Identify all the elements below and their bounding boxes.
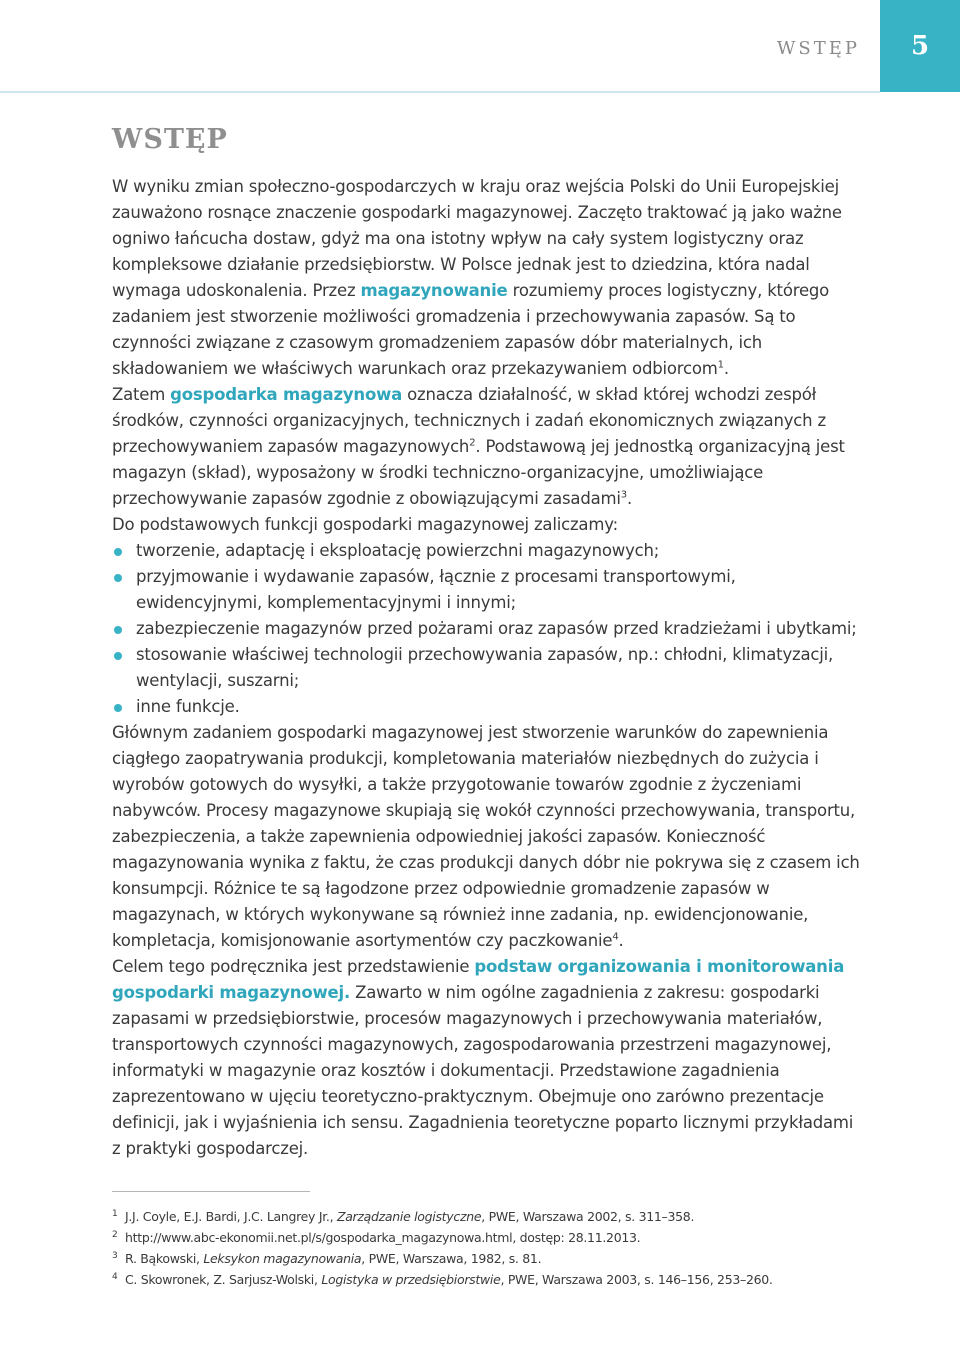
footnotes bbox=[112, 1206, 872, 1290]
section-title: WSTĘP bbox=[112, 124, 228, 155]
list-item: zabezpieczenie magazynów przed pożarami oraz zapasów przed kradzieżami i ubytkami; bbox=[112, 616, 862, 642]
footnote-ref-4: 4 bbox=[612, 931, 619, 943]
list-item: tworzenie, adaptację i eksploatację powierzchni magazynowych; bbox=[112, 538, 862, 564]
list-item: stosowanie właściwej technologii przechowywania zapasów, np.: chłodni, klimatyzacji, wentylacji, suszarni; bbox=[112, 642, 862, 694]
footnote: 4 C. Skowronek, Z. Sarjusz-Wolski, Logistyka w przedsiębiorstwie, PWE, Warszawa 2003, s. 146–156, 253–260. bbox=[112, 1271, 773, 1287]
paragraph-definition: Zatem gospodarka magazynowa oznacza działalność, w skład której wchodzi zespół środków, czynności organizacyjnych, technicznych i zadań ekonomicznych związanych z przechowywaniem zapasów magazynowych$^2$. Podstawową jej jednostką organizacyjną jest magazyn (skład), wyposażony w środki techniczno-organizacyjne, umożliwiające przechowywanie zapasów zgodnie z obowiązującymi zasadami$^3$. bbox=[112, 385, 845, 508]
footnote-divider bbox=[112, 1191, 310, 1192]
paragraph-book-goal: Celem tego podręcznika jest przedstawienie podstaw organizowania i monitorowania gospodarki magazynowej. Zawarto w nim ogólne zagadnienia z zakresu: gospodarki zapasami w przedsiębiorstwie, procesów magazynowych i przechowywania materiałów, transportowych czynności magazynowych, zagospodarowania przestrzeni magazynowej, informatyki w magazynie oraz kosztów i dokumentacji. Przedstawione zagadnienia zaprezentowano w ujęciu teoretyczno-praktycznym. Obejmuje ono zarówno prezentacje definicji, jak i wyjaśnienia ich sensu. Zagadnienia teoretyczne poparto licznymi przykładami z praktyki gospodarczej. bbox=[112, 957, 854, 1158]
body-text bbox=[112, 174, 862, 1162]
page-header bbox=[0, 0, 960, 92]
list-item: przyjmowanie i wydawanie zapasów, łącznie z procesami transportowymi, ewidencyjnymi, komplementacyjnymi i innymi; bbox=[112, 564, 862, 616]
running-head: WSTĘP bbox=[776, 38, 860, 59]
footnote-ref-1: 1 bbox=[717, 359, 724, 371]
footnote-ref-2: 2 bbox=[469, 437, 476, 449]
footnote-url: http://www.abc-ekonomii.net.pl/s/gospodarka_magazynowa.html, dostęp: 28.11.2013. bbox=[125, 1230, 641, 1245]
footnote: 3 R. Bąkowski, Leksykon magazynowania, PWE, Warszawa, 1982, s. 81. bbox=[112, 1250, 542, 1266]
header-divider bbox=[0, 91, 880, 93]
paragraph-intro: W wyniku zmian społeczno-gospodarczych w kraju oraz wejścia Polski do Unii Europejskiej zauważono rosnące znaczenie gospodarki magazynowej. Zaczęto traktować ją jako ważne ogniwo łańcucha dostaw, gdyż ma ona istotny wpływ na cały system logistyczny oraz kompleksowe działanie przedsiębiorstw. W Polsce jednak jest to dziedzina, która nadal wymaga udoskonalenia. Przez magazynowanie rozumiemy proces logistyczny, którego zadaniem jest stworzenie możliwości gromadzenia i przechowywania zapasów. Są to czynności związane z czasowym gromadzeniem zapasów dóbr materialnych, ich składowaniem we właściwych warunkach oraz przekazywaniem odbiorcom$^1$. bbox=[112, 177, 842, 378]
term-book-subject: podstaw organizowania i monitorowania gospodarki magazynowej. bbox=[112, 957, 845, 1002]
page-number-tab bbox=[880, 0, 960, 92]
footnote: 2 http://www.abc-ekonomii.net.pl/s/gospodarka_magazynowa.html, dostęp: 28.11.2013. bbox=[112, 1229, 641, 1245]
term-gospodarka-magazynowa: gospodarka magazynowa bbox=[170, 385, 403, 404]
footnote: 1 J.J. Coyle, E.J. Bardi, J.C. Langrey Jr., Zarządzanie logistyczne, PWE, Warszawa 2002, s. 311–358. bbox=[112, 1208, 695, 1224]
functions-list bbox=[112, 538, 862, 720]
list-item: inne funkcje. bbox=[112, 694, 862, 720]
paragraph-main-task: Głównym zadaniem gospodarki magazynowej jest stworzenie warunków do zapewnienia ciągłego zaopatrywania produkcji, kompletowania materiałów niezbędnych do zużycia i wyrobów gotowych do wysyłki, a także przygotowanie towarów zgodnie z życzeniami nabywców. Procesy magazynowe skupiają się wokół czynności przechowywania, transportu, zabezpieczenia, a także zapewnienia odpowiedniej jakości zapasów. Konieczność magazynowania wynika z faktu, że czas produkcji danych dóbr nie pokrywa się z czasem ich konsumpcji. Różnice te są łagodzone przez odpowiednie gromadzenie zapasów w magazynach, w których wykonywane są również inne zadania, np. ewidencjonowanie, kompletacja, komisjonowanie asortymentów czy paczkowanie$^4$. bbox=[112, 723, 860, 950]
term-magazynowanie: magazynowanie bbox=[360, 281, 508, 300]
paragraph-functions-intro: Do podstawowych funkcji gospodarki magazynowej zaliczamy: bbox=[112, 515, 618, 534]
footnote-ref-3: 3 bbox=[620, 489, 627, 501]
page-number: 5 bbox=[910, 31, 930, 61]
